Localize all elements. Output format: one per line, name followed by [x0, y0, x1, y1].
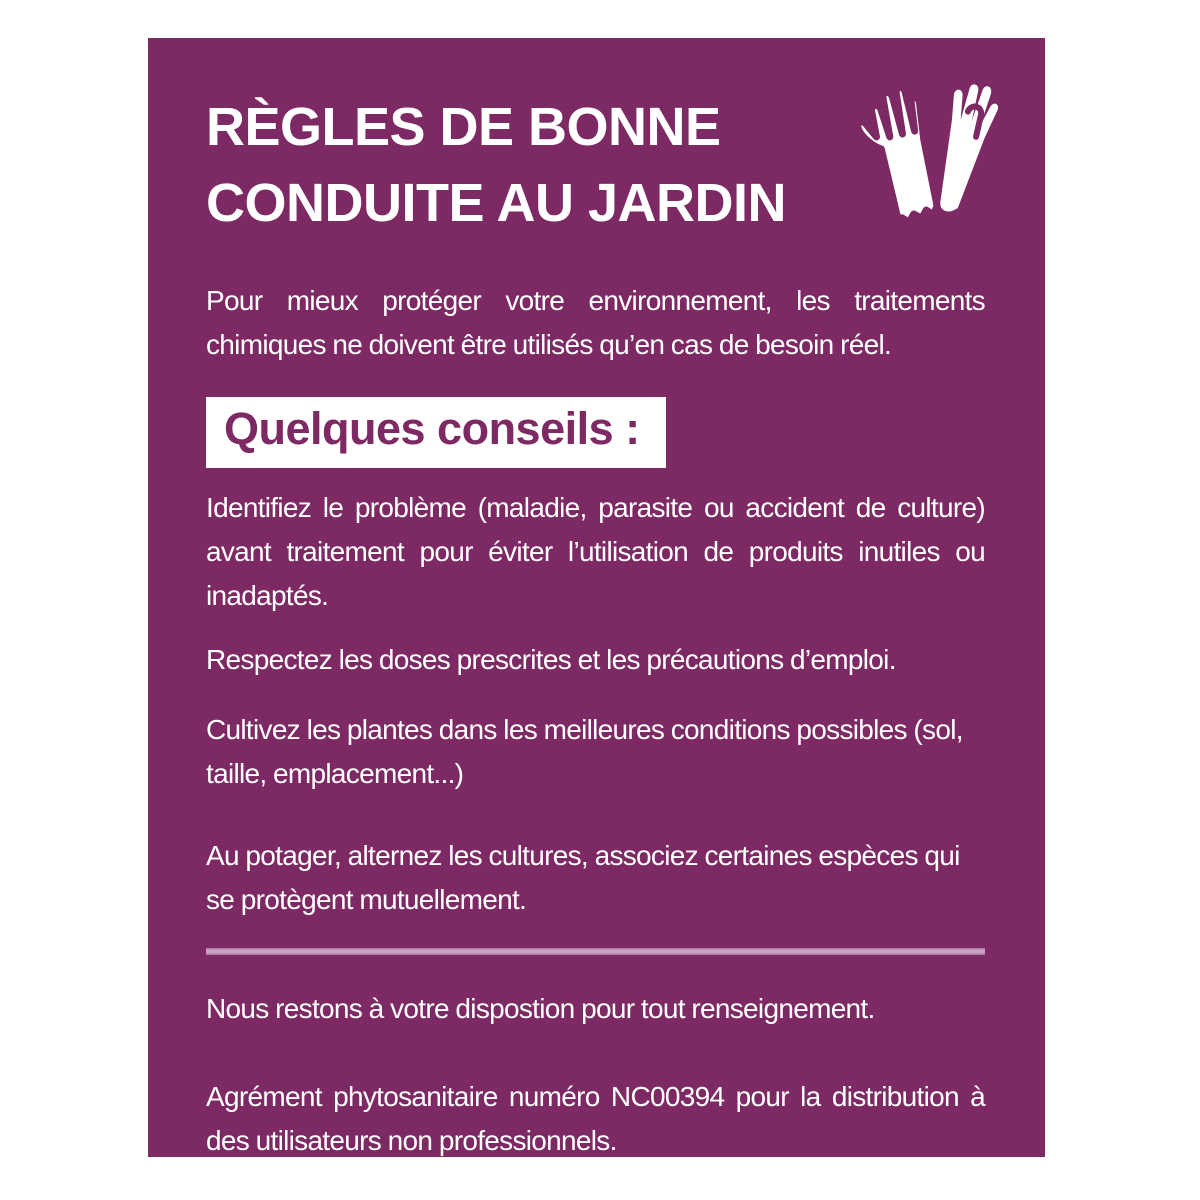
tip-doses: Respectez les doses prescrites et les précautions d’emploi. — [206, 644, 896, 675]
tip-identify: Identifiez le problème (maladie, parasite ou accident de culture) avant traitement pour éviter l’utilisation de produits inutiles ou inadaptés. — [206, 492, 985, 611]
poster-title-line2: CONDUITE AU JARDIN — [206, 172, 787, 233]
poster-header — [206, 88, 985, 249]
section-heading-box — [206, 397, 666, 468]
divider-line — [206, 948, 985, 955]
poster-title — [206, 88, 786, 241]
approval-note: Agrément phytosanitaire numéro NC00394 pour la distribution à des utilisateurs non professionnels. — [206, 1081, 985, 1156]
poster-panel — [148, 38, 1045, 1157]
section-heading-label: Quelques conseils : — [224, 403, 640, 454]
tip-cultivate: Cultivez les plantes dans les meilleures conditions possibles (sol, taille, emplacement...) — [206, 714, 963, 789]
contact-note: Nous restons à votre dispostion pour tout renseignement. — [206, 993, 875, 1024]
tip-rotate-crops: Au potager, alternez les cultures, associez certaines espèces qui se protègent mutuellement. — [206, 840, 960, 915]
intro-paragraph: Pour mieux protéger votre environnement, les traitements chimiques ne doivent être utilisés qu’en cas de besoin réel. — [206, 285, 985, 360]
poster-title-line1: RÈGLES DE BONNE — [206, 97, 721, 157]
gloves-icon — [861, 82, 1011, 249]
